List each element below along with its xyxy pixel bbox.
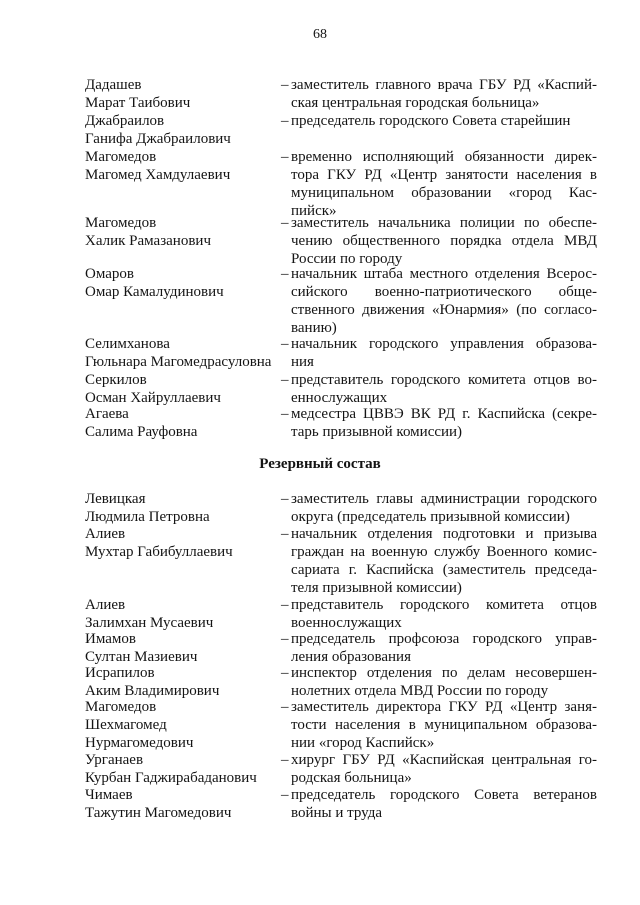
member-name-line: Султан Мазиевич [85, 649, 198, 665]
member-name [85, 664, 275, 700]
dash-separator: – [281, 597, 289, 613]
member-name [85, 112, 275, 148]
member-role-line: России по городу [291, 251, 403, 267]
member-name-line: Чимаев [85, 787, 133, 803]
member-role-line: чению общественного порядка отдела МВД [291, 233, 597, 249]
member-role-line: представитель городского комитета отцов во- [291, 372, 597, 388]
member-role-line: медсестра ЦВВЭ ВК РД г. Каспийска (секре- [291, 406, 597, 422]
member-role-line: председатель городского Совета ветеранов [291, 787, 597, 803]
member-role-line: заместитель главы администрации городского [291, 491, 597, 507]
member-role-line: войны и труда [291, 805, 383, 821]
member-name-line: Имамов [85, 631, 136, 647]
member-name-line: Марат Таибович [85, 95, 191, 111]
member-role [291, 786, 597, 822]
member-name-line: Агаева [85, 406, 129, 422]
member-role-line: ственного движения «Юнармия» (по согласо- [291, 302, 597, 318]
member-name-line: Залимхан Мусаевич [85, 615, 214, 631]
member-name-line: Селимханова [85, 336, 170, 352]
member-role-line: начальник городского управления образова- [291, 336, 597, 352]
member-name-line: Шехмагомед [85, 717, 167, 733]
member-name-line: Гюльнара Магомедрасуловна [85, 354, 272, 370]
member-role [291, 405, 597, 441]
member-role-line: ская центральная городская больница» [291, 95, 540, 111]
member-name-line: Курбан Гаджирабаданович [85, 770, 257, 786]
member-role-line: нолетних отдела МВД России по городу [291, 683, 549, 699]
member-name-line: Левицкая [85, 491, 146, 507]
member-name [85, 786, 275, 822]
member-name-line: Магомедов [85, 215, 157, 231]
dash-separator: – [281, 215, 289, 231]
member-name-line: Тажутин Магомедович [85, 805, 232, 821]
dash-separator: – [281, 149, 289, 165]
member-name [85, 630, 275, 666]
dash-separator: – [281, 266, 289, 282]
member-name [85, 335, 275, 371]
member-name-line: Халик Рамазанович [85, 233, 211, 249]
page-number: 68 [313, 27, 327, 42]
member-role [291, 698, 597, 752]
member-role-line: военнослужащих [291, 615, 402, 631]
member-role [291, 525, 597, 597]
member-role [291, 214, 597, 268]
member-role-line: пийск» [291, 203, 337, 219]
member-name-line: Алиев [85, 526, 126, 542]
member-role-line: родская больница» [291, 770, 412, 786]
member-role [291, 630, 597, 666]
member-role-line: сариата г. Каспийска (заместитель председа- [291, 562, 597, 578]
member-role [291, 76, 597, 112]
dash-separator: – [281, 526, 289, 542]
member-name [85, 596, 275, 632]
member-role [291, 596, 597, 632]
dash-separator: – [281, 372, 289, 388]
member-role-line: нии «город Каспийск» [291, 735, 435, 751]
member-name-line: Урганаев [85, 752, 144, 768]
member-role-line: представитель городского комитета отцов [291, 597, 597, 613]
member-role-line: ления образования [291, 649, 411, 665]
member-role [291, 664, 597, 700]
member-name-line: Исрапилов [85, 665, 155, 681]
dash-separator: – [281, 787, 289, 803]
member-role-line: граждан на военную службу Военного комис- [291, 544, 597, 560]
dash-separator: – [281, 77, 289, 93]
member-role-line: округа (председатель призывной комиссии) [291, 509, 570, 525]
dash-separator: – [281, 631, 289, 647]
member-name-line: Дадашев [85, 77, 142, 93]
member-name [85, 490, 275, 526]
member-name [85, 371, 275, 407]
member-role-line: инспектор отделения по делам несовершен- [291, 665, 597, 681]
member-role-line: председатель профсоюза городского управ- [291, 631, 597, 647]
member-role [291, 335, 597, 371]
member-name-line: Осман Хайруллаевич [85, 390, 221, 406]
member-role [291, 112, 597, 130]
member-role-line: заместитель главного врача ГБУ РД «Каспий- [291, 77, 597, 93]
member-name-line: Омар Камалудинович [85, 284, 224, 300]
member-name-line: Магомедов [85, 699, 157, 715]
member-role [291, 751, 597, 787]
member-role-line: тарь призывной комиссии) [291, 424, 463, 440]
member-name-line: Магомедов [85, 149, 157, 165]
member-role-line: ния [291, 354, 314, 370]
member-name-line: Салима Рауфовна [85, 424, 198, 440]
member-name [85, 76, 275, 112]
member-name-line: Людмила Петровна [85, 509, 210, 525]
member-role-line: сийского военно-патриотического обще- [291, 284, 597, 300]
member-role-line: теля призывной комиссии) [291, 580, 462, 596]
member-name [85, 265, 275, 301]
member-role-line: заместитель директора ГКУ РД «Центр заня- [291, 699, 597, 715]
member-name [85, 214, 275, 250]
dash-separator: – [281, 752, 289, 768]
dash-separator: – [281, 699, 289, 715]
member-role-line: временно исполняющий обязанности дирек- [291, 149, 597, 165]
section-heading-reserve: Резервный состав [259, 456, 381, 472]
member-role [291, 265, 597, 337]
member-role-line: тора ГКУ РД «Центр занятости населения в [291, 167, 597, 183]
member-name [85, 148, 275, 184]
member-role-line: ванию) [291, 320, 337, 336]
member-name-line: Магомед Хамдулаевич [85, 167, 231, 183]
member-role [291, 148, 597, 220]
dash-separator: – [281, 491, 289, 507]
member-name-line: Серкилов [85, 372, 147, 388]
member-name [85, 698, 275, 752]
member-name [85, 751, 275, 787]
member-name-line: Нурмагомедович [85, 735, 194, 751]
dash-separator: – [281, 665, 289, 681]
dash-separator: – [281, 113, 289, 129]
member-name-line: Омаров [85, 266, 134, 282]
member-role-line: еннослужащих [291, 390, 388, 406]
member-role [291, 371, 597, 407]
member-name-line: Мухтар Габибуллаевич [85, 544, 233, 560]
member-name [85, 525, 275, 561]
member-name-line: Ганифа Джабраилович [85, 131, 231, 147]
member-role-line: тости населения в муниципальном образова- [291, 717, 597, 733]
member-name [85, 405, 275, 441]
member-name-line: Аким Владимирович [85, 683, 220, 699]
member-role-line: заместитель начальника полиции по обеспе- [291, 215, 597, 231]
member-role [291, 490, 597, 526]
dash-separator: – [281, 336, 289, 352]
member-role-line: начальник штаба местного отделения Всерос- [291, 266, 597, 282]
member-name-line: Джабраилов [85, 113, 165, 129]
member-role-line: председатель городского Совета старейшин [291, 113, 571, 129]
member-name-line: Алиев [85, 597, 126, 613]
member-role-line: начальник отделения подготовки и призыва [291, 526, 597, 542]
member-role-line: хирург ГБУ РД «Каспийская центральная го- [291, 752, 597, 768]
member-role-line: муниципальном образовании «город Кас- [291, 185, 597, 201]
dash-separator: – [281, 406, 289, 422]
